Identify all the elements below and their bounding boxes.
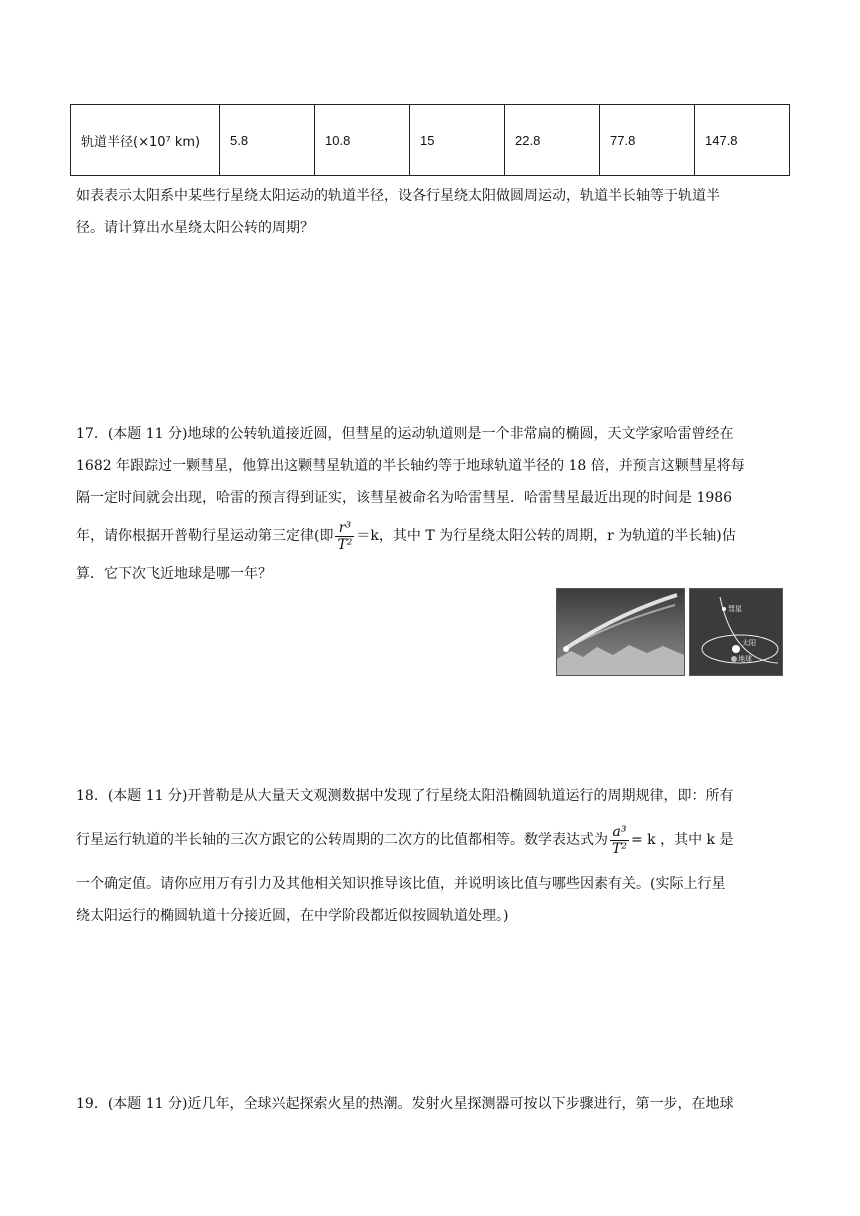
comet-photo [556,588,685,676]
table-header-cell: 轨道半径(×10⁷ km) [71,105,220,176]
q18-line: 绕太阳运行的椭圆轨道十分接近圆，在中学阶段都近似按圆轨道处理。) [76,908,509,924]
q17-line: 隔一定时间就会出现，哈雷的预言得到证实，该彗星被命名为哈雷彗星．哈雷彗星最近出现的时间是 1986 [76,490,733,506]
comet-label: 彗星 [728,605,742,613]
q18-text: 行星运行轨道的半长轴的三次方跟它的公转周期的二次方的比值都相等。数学表达式为 [76,832,608,848]
intro-paragraph [76,180,788,244]
q17-text: ＝k，其中 T 为行星绕太阳公转的周期，r 为轨道的半长轴)估 [356,528,736,544]
q17-line-formula [76,514,788,558]
orbit-radius-table [70,104,790,176]
kepler-fraction [335,520,354,553]
kepler-fraction [610,824,629,857]
comet-illustration [557,589,684,675]
fraction-denominator: T² [612,840,627,857]
earth-label: 地球 [738,655,752,663]
q17-line: 算．它下次飞近地球是哪一年？ [76,566,272,582]
question-17 [76,418,788,590]
orbit-diagram [690,589,782,675]
fraction-numerator: a³ [610,824,629,841]
table-cell: 22.8 [505,105,600,176]
q18-text: = k ，其中 k 是 [630,832,734,848]
comet-marker [722,607,726,611]
question-19 [76,1088,788,1120]
comet-orbit-diagram [689,588,783,676]
table-cell: 5.8 [220,105,315,176]
sun-marker [732,645,740,653]
intro-line: 径。请计算出水星绕太阳公转的周期？ [76,220,314,236]
table-cell: 147.8 [695,105,790,176]
question-18 [76,780,788,932]
fraction-denominator: T² [337,536,353,553]
intro-line: 如表表示太阳系中某些行星绕太阳运动的轨道半径，设各行星绕太阳做圆周运动，轨道半长轴等于轨道半 [76,188,720,204]
q18-line: 一个确定值。请你应用万有引力及其他相关知识推导该比值，并说明该比值与哪些因素有关。(实际上行星 [76,876,726,892]
q17-line: 17．(本题 11 分)地球的公转轨道接近圆，但彗星的运动轨道则是一个非常扁的椭圆，天文学家哈雷曾经在 [76,426,734,442]
fraction-numerator: r³ [335,520,354,537]
earth-marker [731,656,737,662]
table-cell: 15 [410,105,505,176]
q18-line-formula [76,812,788,868]
sun-label: 太阳 [742,639,756,647]
table-cell: 77.8 [600,105,695,176]
q19-line: 19．(本题 11 分)近几年，全球兴起探索火星的热潮。发射火星探测器可按以下步骤进行，第一步，在地球 [76,1096,734,1112]
table-cell: 10.8 [315,105,410,176]
q17-text: 年，请你根据开普勒行星运动第三定律(即 [76,528,334,544]
table-row [71,105,790,176]
q17-line: 1682 年跟踪过一颗彗星，他算出这颗彗星轨道的半长轴约等于地球轨道半径的 18 倍，并预言这颗彗星将每 [76,458,745,474]
q18-line: 18．(本题 11 分)开普勒是从大量天文观测数据中发现了行星绕太阳沿椭圆轨道运行的周期规律，即：所有 [76,788,734,804]
